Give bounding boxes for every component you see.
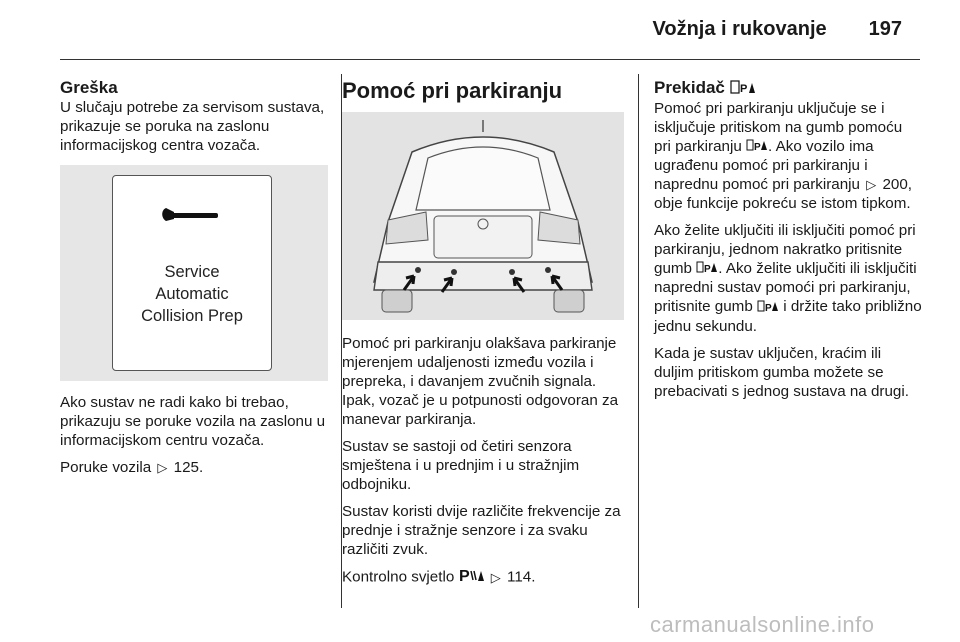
- driver-info-display-figure: [60, 165, 328, 381]
- column-3: [654, 78, 922, 409]
- display-message: [113, 261, 271, 327]
- column-divider-2: [638, 74, 639, 608]
- switch-paragraph-2: [654, 221, 922, 336]
- reference-arrow-icon: ▷: [157, 460, 168, 475]
- switch-paragraph-3: Kada je sustav uključen, kraćim ili duljim pritiskom gumba možete se prebacivati s jednog sustava na drugi.: [654, 344, 909, 400]
- section-title: Vožnja i rukovanje: [652, 18, 827, 40]
- svg-text:P: P: [458, 568, 470, 583]
- ref-text: Poruke vozila: [60, 459, 152, 476]
- page-header: [653, 18, 903, 41]
- watermark: carmanualsonline.info: [650, 612, 875, 637]
- column-1: [60, 78, 328, 485]
- switch-p1-part-a: Pomoć pri parkiranju uključuje se i isključuje pritiskom na gumb pomoću pri parkiranju: [654, 99, 903, 155]
- park-assist-button-icon: [757, 298, 779, 317]
- park-assist-paragraph-1: Pomoć pri parkiranju olakšava parkiranje mjerenjem udaljenosti između vozila i prepreka, i davanjem zvučnih signala. Ipak, vozač je u potpunosti odgovoran za manevar parkiranja.: [342, 335, 619, 428]
- page-number: 197: [868, 18, 902, 40]
- park-assist-paragraph-3: Sustav koristi dvije različite frekvencije za prednje i stražnje senzore i za svaku različiti zvuk.: [342, 503, 621, 558]
- heading-switch: [654, 78, 922, 99]
- switch-p1-part-c: 200, obje funkcije pokreću se istom tipkom.: [654, 176, 913, 212]
- switch-paragraph-1: [654, 99, 922, 213]
- display-line-2: Automatic: [155, 285, 229, 303]
- park-assist-button-icon: [696, 259, 718, 278]
- wrench-icon: [113, 206, 271, 231]
- park-assist-button-icon: [730, 79, 756, 99]
- svg-text:P: P: [704, 264, 711, 274]
- ref-page: 114.: [507, 568, 536, 586]
- display-line-3: Collision Prep: [141, 307, 243, 325]
- display-screen: [112, 175, 272, 371]
- svg-text:P: P: [739, 82, 747, 94]
- malfunction-paragraph: Ako sustav ne radi kako bi trebao, prikazuju se poruke vozila na zaslonu u informacijskom centru vozača.: [60, 394, 326, 449]
- ref-page: 125.: [173, 459, 204, 476]
- park-assist-indicator-icon: [459, 567, 485, 588]
- header-rule: [60, 59, 920, 60]
- switch-p2-part-b: . Ako želite uključiti ili isključiti napredni sustav pomoći pri parkiranju, pritisnite gumb: [654, 260, 917, 316]
- switch-p1-part-b: . Ako vozilo ima ugrađenu pomoć pri parkiranju i naprednu pomoć pri parkiranju: [654, 137, 874, 193]
- control-indicator-ref: [342, 567, 624, 588]
- svg-text:P: P: [754, 142, 761, 151]
- svg-text:P: P: [765, 302, 772, 312]
- display-line-1: Service: [164, 263, 220, 281]
- park-assist-button-icon: [746, 137, 768, 156]
- heading-park-assist: Pomoć pri parkiranju: [342, 78, 563, 103]
- vehicle-messages-ref: [60, 458, 328, 477]
- greska-paragraph: U slučaju potrebe za servisom sustava, prikazuje se poruka na zaslonu informacijskog centra vozača.: [60, 99, 325, 154]
- switch-p2-part-c: i držite tako približno jednu sekundu.: [654, 298, 922, 335]
- reference-arrow-icon: ▷: [866, 177, 877, 192]
- heading-greska: Greška: [60, 78, 118, 97]
- park-assist-paragraph-2: Sustav se sastoji od četiri senzora smještena i u prednjim i u stražnjim odbojniku.: [342, 438, 580, 493]
- reference-arrow-icon: ▷: [490, 569, 501, 585]
- ref-text: Kontrolno svjetlo: [342, 568, 455, 586]
- car-rear-illustration: [342, 112, 624, 320]
- column-2: [342, 78, 624, 596]
- switch-p2-part-a: Ako želite uključiti ili isključiti pomoć pri parkiranju, jednom nakratko pritisnite gumb: [654, 222, 916, 277]
- switch-heading-text: Prekidač: [654, 78, 725, 97]
